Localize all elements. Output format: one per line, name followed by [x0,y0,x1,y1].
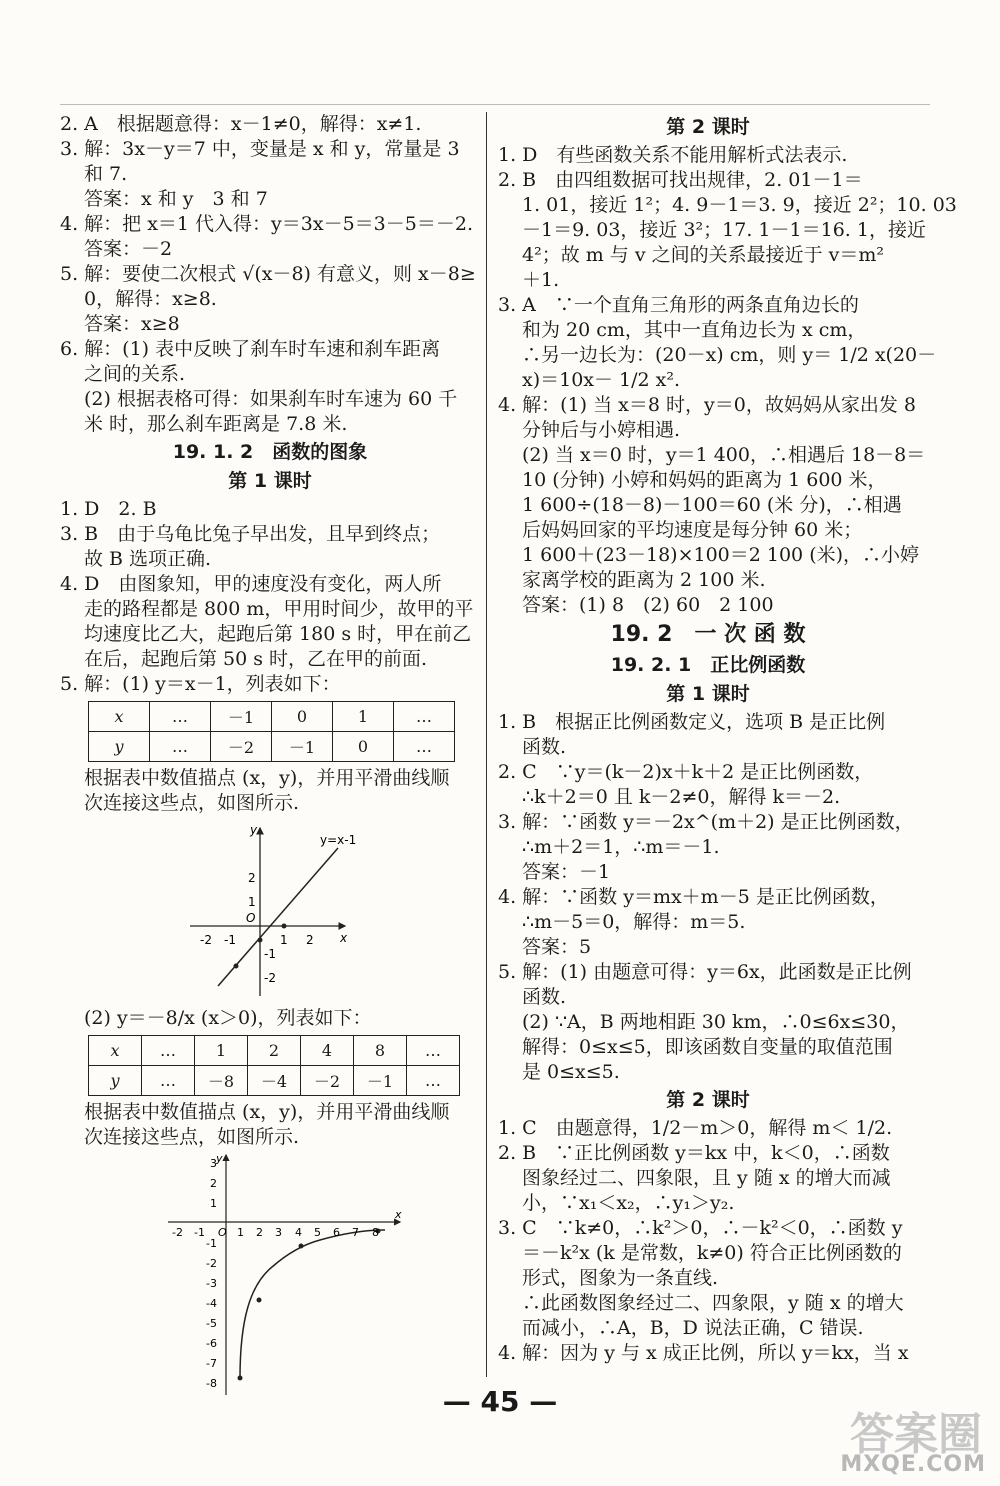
text-line: 函数. [522,736,567,758]
y-axis-label: y [250,823,258,837]
table-cell: … [150,702,211,732]
text-line: 根据表中数值描点 (x，y)，并用平滑曲线顺 [84,767,450,789]
answer-line: 答案：x≥8 [84,313,180,335]
text-line: (2) 根据表格可得：如果刹车时车速为 60 千 [84,388,458,410]
tick-label: -4 [206,1297,217,1310]
text-line: 故 B 选项正确. [84,548,212,570]
text-line: 6. 解：(1) 表中反映了刹车时车速和刹车距离 [60,338,441,360]
tick-label: 3 [275,1226,282,1239]
table-cell: y [89,1066,142,1096]
text-line: 3. C ∵k≠0，∴k²＞0，∴－k²＜0，∴函数 y [498,1217,903,1239]
tick-label: 5 [314,1226,321,1239]
table-cell: … [142,1066,195,1096]
text-line: 3. 解：3x－y＝7 中，变量是 x 和 y，常量是 3 [60,138,460,160]
text-line: 0，解得：x≥8. [84,288,217,310]
origin-label: O [218,1226,227,1239]
table-cell: －1 [211,702,272,732]
answer-line: 答案：－1 [522,861,611,883]
table-cell: x [89,1036,142,1066]
table-cell: －4 [248,1066,301,1096]
text-line: x)＝10x－ 1/2 x². [522,369,681,391]
table-cell: 8 [354,1036,407,1066]
text-line: (2) 当 x＝0 时，y＝1 400，∴相遇后 18－8＝ [522,444,926,466]
tick-label: 2 [210,1177,217,1190]
text-line: 5. 解：(1) y＝x－1，列表如下： [60,673,341,695]
page-number: — 45 — [442,1385,558,1418]
text-line: 均速度比乙大，起跑后第 180 s 时，甲在前乙 [84,623,472,645]
text-line: 3. A ∵一个直角三角形的两条直角边长的 [498,294,859,316]
tick-label: 4 [295,1226,302,1239]
tick-label: 3 [210,1157,217,1170]
text-line: 5. 解：(1) 由题意可得：y＝6x，此函数是正比例 [498,961,912,983]
table-cell: 0 [272,702,333,732]
tick-label: 2 [248,871,256,885]
tick-label: -2 [200,933,212,947]
text-line: 4. 解：∵函数 y＝mx＋m－5 是正比例函数， [498,886,889,908]
text-line: 4. 解：因为 y 与 x 成正比例，所以 y＝kx，当 x [498,1342,909,1364]
table-cell: … [407,1036,460,1066]
lesson-heading: 第 2 课时 [666,116,750,138]
data-point [238,1376,243,1381]
tick-label: 1 [280,933,288,947]
text-line: (2) y＝－8/x (x＞0)，列表如下： [84,1007,372,1029]
text-line: 和为 20 cm，其中一直角边长为 x cm， [522,319,867,341]
tick-label: -3 [206,1277,217,1290]
answer-line: 答案：(1) 8 (2) 60 2 100 [522,594,774,616]
tick-label: 1 [210,1197,217,1210]
x-axis-label: x [395,1208,402,1221]
function-label: y=x-1 [320,833,357,847]
text-line: 分钟后与小婷相遇. [522,419,681,441]
tick-label: 6 [333,1226,340,1239]
y-axis-label: y [216,1152,223,1165]
text-line: 1. C 由题意得，1/2－m＞0，解得 m＜ 1/2. [498,1117,893,1139]
x-axis-label: x [340,931,348,945]
table-cell: … [150,732,211,762]
tick-label: -2 [206,1257,217,1270]
text-line: 1. D 2. B [60,498,157,520]
text-line: 在后，起跑后第 50 s 时，乙在甲的前面. [84,648,428,670]
data-point [257,1298,262,1303]
tick-label: -8 [206,1377,217,1390]
text-line: ∴k＋2＝0 且 k－2≠0，解得 k＝－2. [522,786,841,808]
table-cell: … [407,1066,460,1096]
text-line: 小，∵x₁＜x₂，∴y₁＞y₂. [522,1192,735,1214]
table-cell: y [89,732,150,762]
answer-line: 答案：－2 [84,238,173,260]
text-line: ∴另一边长为：(20－x) cm，则 y＝ 1/2 x(20－ [522,344,937,366]
text-line: 而减小，∴A，B，D 说法正确，C 错误. [522,1317,864,1339]
text-line: ∴m－5＝0，解得：m＝5. [522,911,746,933]
hyperbola-curve [240,1230,385,1378]
tick-label: -7 [206,1357,217,1370]
value-table-1 [88,701,455,762]
data-point [299,1244,304,1249]
watermark-logo: 答案圈 [850,1409,982,1460]
tick-label: 2 [306,933,314,947]
table-cell: －1 [354,1066,407,1096]
table-cell: 1 [195,1036,248,1066]
table-cell: －1 [272,732,333,762]
tick-label: -1 [264,947,276,961]
table-cell: 1 [333,702,394,732]
section-heading: 19. 2. 1 正比例函数 [610,654,806,676]
tick-label: -6 [206,1337,217,1350]
text-line: ∴m＋2＝1，∴m＝－1. [522,836,720,858]
tick-label: 1 [248,895,256,909]
text-line: 函数. [522,986,567,1008]
section-heading: 19. 1. 2 函数的图象 [172,441,368,463]
text-line: 4. D 由图象知，甲的速度没有变化，两人所 [60,573,442,595]
text-line: 2. B ∵正比例函数 y＝kx 中，k＜0，∴函数 [498,1142,890,1164]
lesson-heading: 第 2 课时 [666,1089,750,1111]
text-line: 米 时，那么刹车距离是 7.8 米. [84,413,348,435]
chapter-heading: 19. 2 一 次 函 数 [610,622,806,647]
watermark-url: MXQE.COM [840,1452,986,1477]
text-line: 根据表中数值描点 (x，y)，并用平滑曲线顺 [84,1101,450,1123]
tick-label: -1 [206,1237,217,1250]
text-line: 4²；故 m 与 v 之间的关系最接近于 v＝m² [522,244,885,266]
text-line: 1 600÷(18－8)－100＝60 (米 分)，∴相遇 [522,494,902,516]
text-line: 形式，图象为一条直线. [522,1267,719,1289]
top-rule [60,104,930,105]
graph-inverse [60,1150,480,1400]
text-line: ＝－k²x (k 是常数，k≠0) 符合正比例函数的 [522,1242,902,1264]
text-line: 解得：0≤x≤5，即该函数自变量的取值范围 [522,1036,893,1058]
text-line: 5. 解：要使二次根式 √(x－8) 有意义，则 x－8≥ [60,263,476,285]
text-line: 1 600＋(23－18)×100＝2 100 (米)，∴小婷 [522,544,920,566]
data-point [234,964,239,969]
text-line: 是 0≤x≤5. [522,1061,620,1083]
text-line: 10 (分钟) 小婷和妈妈的距离为 1 600 米， [522,469,887,491]
tick-label: 1 [237,1226,244,1239]
left-column [60,112,480,1400]
text-line: 4. 解：把 x＝1 代入得：y＝3x－5＝3－5＝－2. [60,213,473,235]
text-line: 次连接这些点，如图所示. [84,792,300,814]
tick-label: -1 [194,1226,205,1239]
answer-line: 答案：x 和 y 3 和 7 [84,188,268,210]
tick-label: -1 [224,933,236,947]
lesson-heading: 第 1 课时 [666,683,750,705]
text-line: －1＝9. 03，接近 3²；17. 1－1＝16. 1，接近 [522,219,926,241]
table-cell: 0 [333,732,394,762]
table-cell: －8 [195,1066,248,1096]
text-line: 2. A 根据题意得：x－1≠0，解得：x≠1. [60,113,422,135]
text-line: 2. C ∵y＝(k－2)x＋k＋2 是正比例函数， [498,761,874,783]
table-cell: … [394,732,455,762]
column-divider [486,112,487,1377]
text-line: 和 7. [84,163,128,185]
right-column [498,112,957,1366]
text-line: 次连接这些点，如图所示. [84,1126,300,1148]
text-line: (2) ∵A，B 两地相距 30 km，∴0≤6x≤30， [522,1011,910,1033]
table-cell: 2 [248,1036,301,1066]
tick-label: -5 [206,1317,217,1330]
data-point [282,924,287,929]
table-cell: －2 [301,1066,354,1096]
data-point [258,938,263,943]
text-line: 走的路程都是 800 m，甲用时间少，故甲的平 [84,598,474,620]
tick-label: -2 [264,971,276,985]
text-line: 2. B 由四组数据可找出规律，2. 01－1＝ [498,169,863,191]
text-line: 家离学校的距离为 2 100 米. [522,569,766,591]
text-line: 3. 解：∵函数 y＝－2x^(m＋2) 是正比例函数， [498,811,914,833]
tick-label: 2 [256,1226,263,1239]
table-cell: －2 [211,732,272,762]
table-cell: x [89,702,150,732]
answer-line: 答案：5 [522,936,592,958]
text-line: 1. B 根据正比例函数定义，选项 B 是正比例 [498,711,886,733]
text-line: ∴此函数图象经过二、四象限，y 随 x 的增大 [522,1292,904,1314]
text-line: 后妈妈回家的平均速度是每分钟 60 米； [522,519,863,541]
value-table-2 [88,1035,460,1096]
table-cell: 4 [301,1036,354,1066]
text-line: 1. 01，接近 1²；4. 9－1＝3. 9，接近 2²；10. 03 [522,194,957,216]
text-line: 图象经过二、四象限，且 y 随 x 的增大而减 [522,1167,891,1189]
text-line: 4. 解：(1) 当 x＝8 时，y＝0，故妈妈从家出发 8 [498,394,916,416]
text-line: ＋1. [522,269,560,291]
lesson-heading: 第 1 课时 [228,470,312,492]
table-cell: … [394,702,455,732]
tick-label: 7 [352,1226,359,1239]
tick-label: 8 [372,1226,379,1239]
table-cell: … [142,1036,195,1066]
origin-label: O [246,911,256,925]
text-line: 之间的关系. [84,363,186,385]
tick-label: -2 [172,1226,183,1239]
text-line: 3. B 由于乌龟比兔子早出发，且早到终点； [60,523,441,545]
graph-linear [60,816,480,1006]
text-line: 1. D 有些函数关系不能用解析式法表示. [498,144,848,166]
